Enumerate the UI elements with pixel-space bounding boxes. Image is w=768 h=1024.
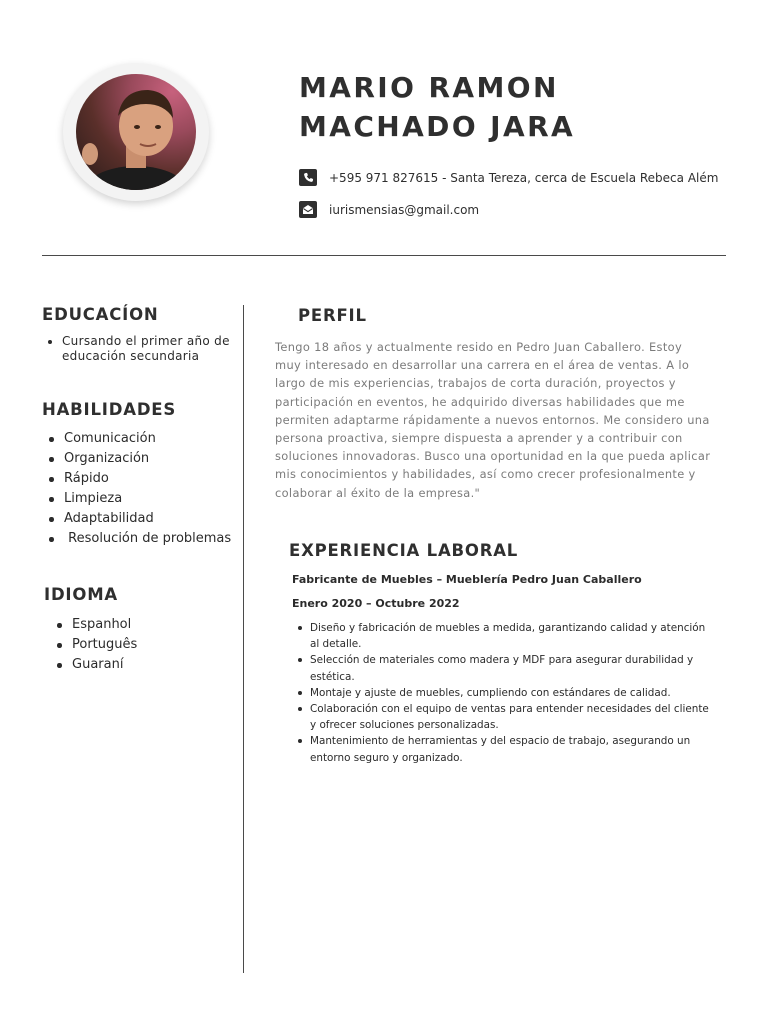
education-heading: EDUCACÍON — [42, 305, 159, 324]
languages-heading: IDIOMA — [44, 585, 118, 604]
header-divider — [42, 255, 726, 256]
contact-email — [299, 201, 479, 218]
contact-phone — [299, 169, 718, 186]
education-item: Cursando el primer año de educación secundaria — [62, 334, 232, 364]
skill-item: Rápido — [64, 471, 234, 487]
skill-item: Adaptabilidad — [64, 511, 234, 527]
candidate-name-line-1: MARIO RAMON — [299, 71, 559, 104]
skill-item: Resolución de problemas — [64, 531, 234, 547]
profile-text: Tengo 18 años y actualmente resido en Pedro Juan Caballero. Estoy muy interesado en desarrollar una carrera en el área de ventas. A lo largo de mis experiencias, trabajos de corta duración, proyectos y participación en eventos, he adquirido diversas habilidades que me permiten adaptarme rápidamente a nuevos entornos. Me considero una persona proactiva, siempre dispuesta a aprender y a contribuir con soluciones innovadoras. Busco una oportunidad en la que pueda aplicar mis conocimientos y habilidades, así como crecer profesionalmente y colaborar al éxito de la empresa." — [275, 340, 711, 500]
experience-heading: EXPERIENCIA LABORAL — [289, 541, 519, 560]
email-icon — [299, 201, 317, 218]
job-duty-item: Diseño y fabricación de muebles a medida, garantizando calidad y atención al detalle. — [310, 620, 714, 652]
job-title: Fabricante de Muebles – Mueblería Pedro Juan Caballero — [292, 573, 642, 586]
job-duty-item: Mantenimiento de herramientas y del espacio de trabajo, asegurando un entorno seguro y organizado. — [310, 733, 714, 765]
language-item: Espanhol — [72, 617, 222, 633]
candidate-name-line-2: MACHADO JARA — [299, 110, 576, 143]
profile-photo — [76, 74, 196, 190]
job-duties-list — [310, 620, 714, 766]
skill-item: Limpieza — [64, 491, 234, 507]
job-duty-item: Colaboración con el equipo de ventas para entender necesidades del cliente y ofrecer soluciones personalizadas. — [310, 701, 714, 733]
contact-email-text[interactable]: iurismensias@gmail.com — [329, 202, 480, 217]
phone-icon — [299, 169, 317, 186]
job-duty-item: Selección de materiales como madera y MDF para asegurar durabilidad y estética. — [310, 652, 714, 684]
skill-item: Comunicación — [64, 431, 234, 447]
contact-phone-text: +595 971 827615 - Santa Tereza, cerca de Escuela Rebeca Além — [329, 170, 719, 185]
languages-list — [72, 617, 222, 677]
language-item: Português — [72, 637, 222, 653]
column-divider — [243, 305, 244, 973]
skills-heading: HABILIDADES — [42, 400, 177, 419]
skills-list — [64, 431, 234, 551]
job-dates: Enero 2020 – Octubre 2022 — [292, 597, 460, 610]
language-item: Guaraní — [72, 657, 222, 673]
job-duty-item: Montaje y ajuste de muebles, cumpliendo con estándares de calidad. — [310, 685, 714, 701]
skill-item: Organización — [64, 451, 234, 467]
education-list — [62, 334, 232, 364]
candidate-name — [299, 68, 575, 146]
profile-heading: PERFIL — [298, 306, 367, 325]
